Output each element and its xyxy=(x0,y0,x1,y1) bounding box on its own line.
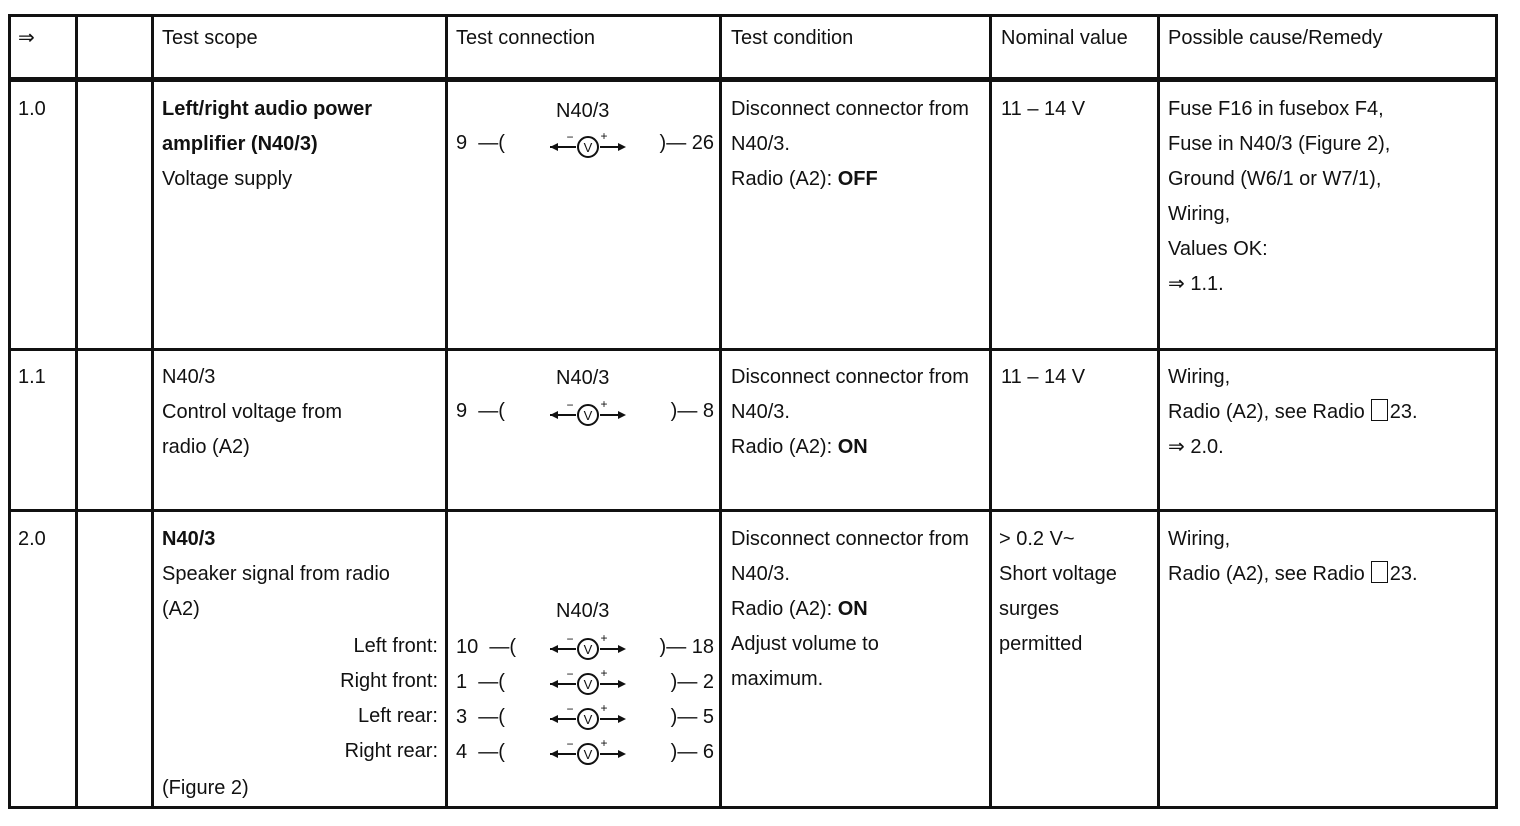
header-nominal-value: Nominal value xyxy=(1001,27,1128,49)
scope-title: Left/right audio power xyxy=(162,98,372,120)
scope-line: Speaker signal from radio xyxy=(162,563,390,585)
right-arrowhead xyxy=(618,411,626,419)
meter-letter: V xyxy=(583,408,593,423)
step-number: 2.0 xyxy=(18,528,46,550)
pin-number: 4 xyxy=(456,741,468,763)
positive-pin xyxy=(644,706,714,729)
nominal-line: 11 – 14 V xyxy=(1001,366,1086,388)
header-arrow: ⇒ xyxy=(18,27,35,49)
voltmeter-icon xyxy=(546,702,642,732)
test-scope xyxy=(162,522,390,627)
remedy-line: Fuse F16 in fusebox F4, xyxy=(1168,98,1384,120)
header-test-scope: Test scope xyxy=(162,27,258,49)
scope-line: N40/3 xyxy=(162,366,216,388)
radio-state: ON xyxy=(837,598,868,620)
right-arrowhead xyxy=(618,715,626,723)
meter-letter: V xyxy=(583,677,593,692)
channel-label: Left front: xyxy=(353,635,438,657)
socket-icon: )— xyxy=(670,671,703,693)
remedy-ref-text: Radio (A2), see Radio xyxy=(1168,563,1365,585)
channel-label: Left rear: xyxy=(357,705,438,727)
pin-number: 5 xyxy=(702,706,714,728)
table-bottom-border xyxy=(8,806,1498,809)
plus-sign: + xyxy=(600,737,608,750)
remedy-line: Ground (W6/1 or W7/1), xyxy=(1168,168,1382,190)
column-border xyxy=(75,14,78,809)
minus-sign: − xyxy=(566,130,574,144)
plug-icon: —( xyxy=(472,671,505,693)
row-divider xyxy=(8,348,1498,351)
negative-pin xyxy=(456,132,505,155)
test-condition xyxy=(731,92,969,197)
plug-icon: —( xyxy=(483,636,517,658)
negative-pin xyxy=(456,741,505,764)
nominal-value xyxy=(1001,92,1085,127)
meter-letter: V xyxy=(583,642,593,657)
plus-sign: + xyxy=(600,130,608,143)
cause-remedy xyxy=(1168,360,1418,465)
remedy-line: ⇒ 1.1. xyxy=(1168,273,1224,295)
remedy-ref-page: 23. xyxy=(1389,401,1418,423)
book-reference-icon xyxy=(1371,399,1388,421)
plug-icon: —( xyxy=(472,132,505,154)
nominal-value xyxy=(999,522,1117,662)
left-arrowhead xyxy=(550,680,558,688)
radio-prefix: Radio (A2): xyxy=(731,598,838,620)
remedy-reference xyxy=(1168,395,1418,430)
test-condition xyxy=(731,522,969,697)
minus-sign: − xyxy=(566,737,574,751)
socket-icon: )— xyxy=(670,706,703,728)
pin-number: 9 xyxy=(456,132,468,154)
left-arrowhead xyxy=(550,143,558,151)
remedy-line: Wiring, xyxy=(1168,203,1231,225)
positive-pin xyxy=(644,741,714,764)
positive-pin xyxy=(644,636,714,659)
scope-title: amplifier (N40/3) xyxy=(162,133,318,155)
pin-number: 2 xyxy=(702,671,714,693)
negative-pin xyxy=(456,636,516,659)
negative-pin xyxy=(456,671,505,694)
left-arrowhead xyxy=(550,411,558,419)
voltmeter-icon xyxy=(546,398,642,428)
column-border xyxy=(1495,14,1498,809)
cause-remedy xyxy=(1168,522,1418,592)
condition-line: N40/3. xyxy=(731,401,790,423)
positive-pin xyxy=(644,671,714,694)
remedy-line: Wiring, xyxy=(1168,528,1231,550)
pin-number: 18 xyxy=(691,636,714,658)
column-border xyxy=(1157,14,1160,809)
voltmeter-icon xyxy=(546,632,642,662)
pin-number: 6 xyxy=(702,741,714,763)
condition-line: Disconnect connector from xyxy=(731,366,969,388)
pin-number: 26 xyxy=(691,132,714,154)
socket-icon: )— xyxy=(670,400,703,422)
condition-line: Disconnect connector from xyxy=(731,98,969,120)
row-divider xyxy=(8,509,1498,512)
radio-prefix: Radio (A2): xyxy=(731,436,838,458)
right-arrowhead xyxy=(618,645,626,653)
meter-letter: V xyxy=(583,747,593,762)
positive-pin xyxy=(644,400,714,423)
nominal-line: Short voltage xyxy=(999,563,1117,585)
condition-radio-line xyxy=(731,592,969,627)
step-number: 1.1 xyxy=(18,366,46,388)
condition-radio-line xyxy=(731,430,969,465)
nominal-line: surges xyxy=(999,598,1060,620)
remedy-ref-page: 23. xyxy=(1389,563,1418,585)
column-border xyxy=(719,14,722,809)
header-cause-remedy: Possible cause/Remedy xyxy=(1168,27,1383,49)
component-label: N40/3 xyxy=(556,367,610,389)
socket-icon: )— xyxy=(670,741,703,763)
test-condition xyxy=(731,360,969,465)
remedy-line: ⇒ 2.0. xyxy=(1168,436,1224,458)
pin-number: 9 xyxy=(456,400,468,422)
nominal-line: > 0.2 V~ xyxy=(999,528,1075,550)
voltmeter-icon xyxy=(546,130,642,160)
negative-pin xyxy=(456,400,505,423)
minus-sign: − xyxy=(566,702,574,716)
plus-sign: + xyxy=(600,632,608,645)
channel-label: Right rear: xyxy=(344,740,438,762)
condition-line: N40/3. xyxy=(731,133,790,155)
pin-number: 3 xyxy=(456,706,468,728)
pin-number: 1 xyxy=(456,671,468,693)
cause-remedy xyxy=(1168,92,1390,302)
test-scope xyxy=(162,92,372,197)
voltmeter-icon xyxy=(546,737,642,767)
left-arrowhead xyxy=(550,750,558,758)
test-scope xyxy=(162,360,342,465)
remedy-ref-text: Radio (A2), see Radio xyxy=(1168,401,1365,423)
scope-line: radio (A2) xyxy=(162,436,250,458)
condition-line: Disconnect connector from xyxy=(731,528,969,550)
radio-prefix: Radio (A2): xyxy=(731,168,838,190)
socket-icon: )— xyxy=(659,132,692,154)
book-reference-icon xyxy=(1371,561,1388,583)
plug-icon: —( xyxy=(472,706,505,728)
pin-number: 10 xyxy=(456,636,479,658)
plug-icon: —( xyxy=(472,400,505,422)
minus-sign: − xyxy=(566,632,574,646)
scope-footer: (Figure 2) xyxy=(162,777,249,799)
socket-icon: )— xyxy=(659,636,692,658)
header-bottom-border xyxy=(8,77,1498,82)
scope-line: Control voltage from xyxy=(162,401,343,423)
right-arrowhead xyxy=(618,143,626,151)
plug-icon: —( xyxy=(472,741,505,763)
remedy-line: Values OK: xyxy=(1168,238,1268,260)
header-test-condition: Test condition xyxy=(731,27,854,49)
table-top-border xyxy=(8,14,1498,17)
nominal-line: 11 – 14 V xyxy=(1001,98,1086,120)
plus-sign: + xyxy=(600,398,608,411)
condition-radio-line xyxy=(731,162,969,197)
remedy-line: Wiring, xyxy=(1168,366,1231,388)
condition-line: maximum. xyxy=(731,668,824,690)
step-number: 1.0 xyxy=(18,98,46,120)
remedy-reference xyxy=(1168,557,1418,592)
right-arrowhead xyxy=(618,750,626,758)
header-test-connection: Test connection xyxy=(456,27,595,49)
component-label: N40/3 xyxy=(556,600,610,622)
remedy-line: Fuse in N40/3 (Figure 2), xyxy=(1168,133,1391,155)
pin-number: 8 xyxy=(702,400,714,422)
negative-pin xyxy=(456,706,505,729)
left-arrowhead xyxy=(550,715,558,723)
minus-sign: − xyxy=(566,667,574,681)
scope-title: N40/3 xyxy=(162,528,216,550)
condition-line: N40/3. xyxy=(731,563,790,585)
column-border xyxy=(151,14,154,809)
channel-label: Right front: xyxy=(340,670,438,692)
condition-line: Adjust volume to xyxy=(731,633,879,655)
plus-sign: + xyxy=(600,667,608,680)
positive-pin xyxy=(644,132,714,155)
column-border xyxy=(445,14,448,809)
column-border xyxy=(8,14,11,809)
nominal-line: permitted xyxy=(999,633,1083,655)
scope-line: (A2) xyxy=(162,598,200,620)
radio-state: ON xyxy=(837,436,868,458)
nominal-value xyxy=(1001,360,1085,395)
plus-sign: + xyxy=(600,702,608,715)
scope-description: Voltage supply xyxy=(162,168,293,190)
meter-letter: V xyxy=(583,140,593,155)
left-arrowhead xyxy=(550,645,558,653)
component-label: N40/3 xyxy=(556,100,610,122)
column-border xyxy=(989,14,992,809)
radio-state: OFF xyxy=(837,168,878,190)
right-arrowhead xyxy=(618,680,626,688)
voltmeter-icon xyxy=(546,667,642,697)
minus-sign: − xyxy=(566,398,574,412)
meter-letter: V xyxy=(583,712,593,727)
